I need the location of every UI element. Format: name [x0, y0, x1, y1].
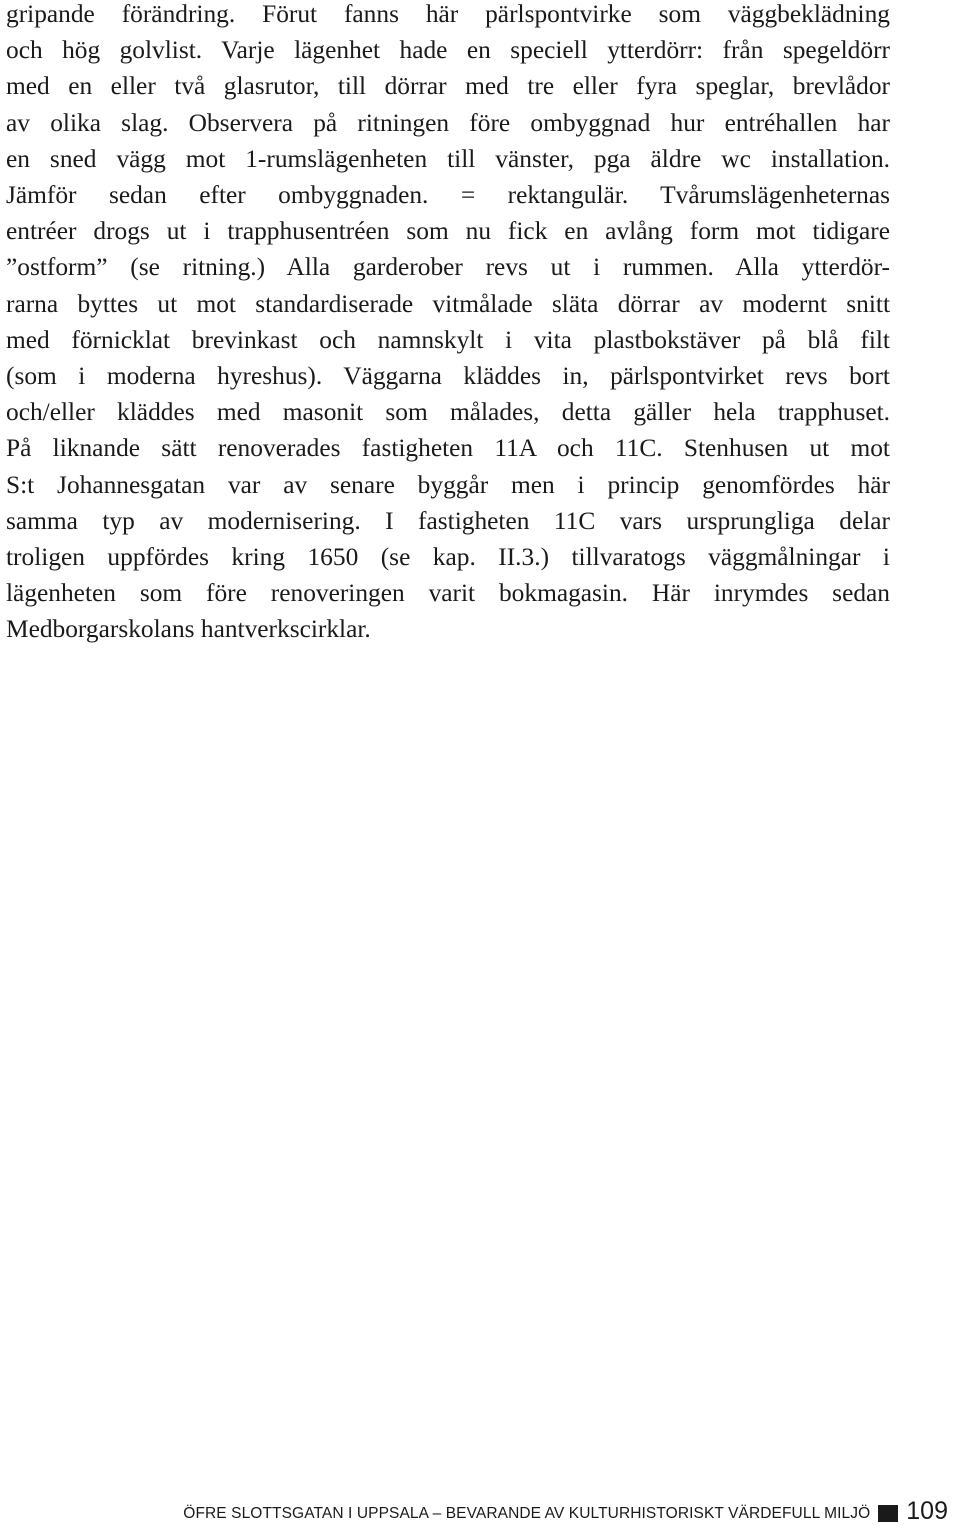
body-line: lägenheten som före renoveringen varit bokmagasin. Här inrymdes sedan — [6, 579, 890, 608]
body-line: troligen uppfördes kring 1650 (se kap. II.3.) tillvaratogs väggmålningar i — [6, 543, 890, 572]
body-text — [6, 0, 890, 648]
body-line: Jämför sedan efter ombyggnaden. = rektangulär. Tvårumslägenheternas — [6, 181, 890, 210]
page-footer — [183, 1495, 948, 1525]
body-line: med förnicklat brevinkast och namnskylt i vita plastbokstäver på blå filt — [6, 325, 890, 354]
body-line: (som i moderna hyreshus). Väggarna kläddes in, pärlspontvirket revs bort — [6, 362, 890, 391]
body-line: samma typ av modernisering. I fastigheten 11C vars ursprungliga delar — [6, 506, 890, 535]
page-number: 109 — [906, 1497, 948, 1525]
body-line: gripande förändring. Förut fanns här pärlspontvirke som väggbeklädning — [6, 0, 890, 28]
body-line: ”ostform” (se ritning.) Alla garderober revs ut i rummen. Alla ytterdör- — [6, 253, 890, 282]
body-line: På liknande sätt renoverades fastigheten 11A och 11C. Stenhusen ut mot — [6, 434, 890, 463]
body-line: med en eller två glasrutor, till dörrar med tre eller fyra speglar, brevlådor — [6, 72, 890, 101]
body-line: Medborgarskolans hantverkscirklar. — [6, 615, 371, 644]
footer-title: ÖFRE SLOTTSGATAN I UPPSALA – BEVARANDE AV KULTURHISTORISKT VÄRDEFULL MILJÖ — [183, 1505, 871, 1522]
body-line: och hög golvlist. Varje lägenhet hade en speciell ytterdörr: från spegeldörr — [6, 36, 890, 65]
footer-square-marker — [878, 1505, 898, 1522]
body-line: entréer drogs ut i trapphusentréen som nu fick en avlång form mot tidigare — [6, 217, 890, 246]
body-line: en sned vägg mot 1-rumslägenheten till vänster, pga äldre wc installation. — [6, 144, 890, 173]
body-line: och/eller kläddes med masonit som målades, detta gäller hela trapphuset. — [6, 398, 890, 427]
body-line: S:t Johannesgatan var av senare byggår men i princip genomfördes här — [6, 470, 890, 499]
body-line: av olika slag. Observera på ritningen före ombyggnad hur entréhallen har — [6, 108, 890, 137]
body-line: rarna byttes ut mot standardiserade vitmålade släta dörrar av modernt snitt — [6, 289, 890, 318]
